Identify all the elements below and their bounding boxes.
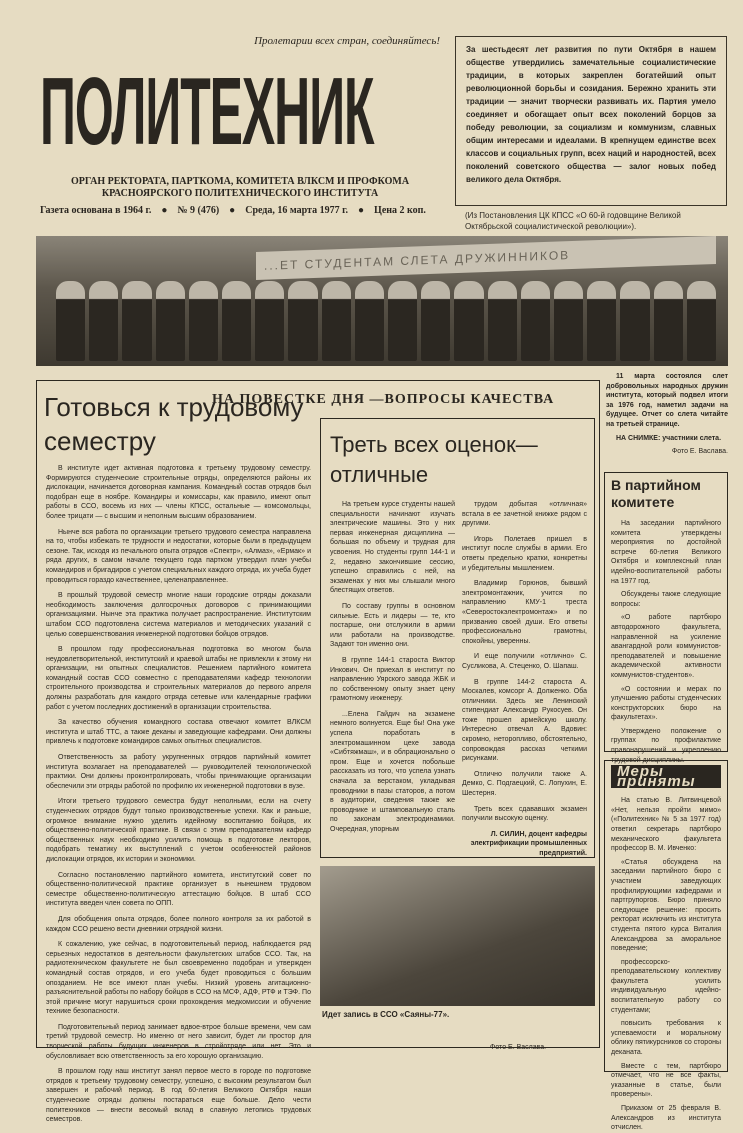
founded-text: Газета основана в 1964 г. — [40, 205, 152, 216]
article-paragraph: В группе 144-1 староста Виктор Инкович. Он приехал в институт по направлению Уярского завода ЖБК и по собственному опыту знает цену грамотному инженеру. — [330, 656, 455, 703]
photo-people-group — [56, 276, 716, 361]
rally-caption — [606, 372, 728, 457]
measures-taken-title: Меры приняты — [611, 765, 721, 788]
article-paragraph: Треть всех сдававших экзамен получили высокую оценку. — [462, 805, 587, 823]
article-paragraph: В прошлый трудовой семестр многие наши городские отряды доказали необходимость заключения долгосрочных договоров с принимающими организациями. Нынче эта практика получает распространение. Институтским штабом ССО подготовлена система материалов и методических указаний с целью совершенствования инженерной подготовки бойцов отрядов. — [46, 592, 311, 638]
measures-paragraph: На статью В. Литвинцевой «Нет, нельзя пройти мимо» («Политехник» № 5 за 1977 год) ответил секретарь партбюро механического факультета профессор В. М. Ивченко: — [611, 797, 721, 853]
issue-date: Среда, 16 марта 1977 г. — [245, 205, 348, 216]
person-silhouette — [521, 281, 550, 361]
person-silhouette — [388, 281, 417, 361]
article-paragraph: В прошлом году наш институт занял первое место в городе по подготовке отрядов к третьему трудовому семестру, успешно, с высоким результатом был завершен и рабочий период. В год 60-летия Великого Октября наши студенческие отряды должны постараться еще больше. Дело чести политехников — внести весомый вклад в славную летопись трудовых семестров. — [46, 1068, 311, 1124]
headline-labor-semester: Готовься к трудовому семестру — [44, 392, 304, 456]
article-paragraph: Подготовительный период занимает вдвое-втрое больше времени, чем сам третий трудовой семестр. Но именно от него зависит, будет ли простор для творческой работы будущих инженеров в стройотряде или нет. Это и обусловливает всю ответственность за его хорошую организацию. — [46, 1023, 311, 1060]
article-paragraph: В прошлом году профессиональная подготовка во многом была неудовлетворительной, институтский и краевой штабы не привлекли к этому ни организации, ни опытных специалистов. Решением партийного комитета командный состав ССО совместно с преподавателями кафедр технологии строительного производства и строительных материалов до первого апреля должны разработать для каждого отряда сетевые или календарные графики работ с учетом последних достижений в организации строительства. — [46, 646, 311, 711]
editorial-quote-box — [455, 36, 727, 206]
quote-text: За шестьдесят лет развития по пути Октября в нашем обществе утвердились замечательные социалистические традиции, в которых закреплен богатейший опыт революционной борьбы и созидания. Бережно хранить эти традиции — значит творчески развивать их. Партия умело соединяет и обогащает опыт всех поколений борцов за победу революции, за социализм и коммунизм, славных общим интересами и идеалами. В крепнущем единстве всех классов и социальных групп, всех наций и народностей, всех поколений советского общества — залог новых побед великого дела Октября. — [466, 45, 716, 184]
party-committee-box — [604, 472, 728, 764]
person-silhouette — [89, 281, 118, 361]
article-paragraph: трудом добытая «отличная» встала в ее зачетной книжке рядом с другими. — [462, 501, 587, 528]
article-paragraph: ...Елена Гайдич на экзамене немного волнуется. Еще бы! Она уже успела поработать в электромашинном цехе завода «Сибтяжмаш», и в облрационально о пром. Еще и хочется побольше рассказать из того, что успела узнать сначала за верстаком, укладывая проводники в пазы статоров, а потом в аудитории, сведения также же проводнике и штамповальную сталь по законам электродинамики. Очередная, упорным — [330, 710, 455, 833]
article-paragraph: Игорь Полетаев пришел в институт после службы в армии. Его ответы предельно кратки, конкретны и убедительны мышлением. — [462, 535, 587, 572]
person-silhouette — [122, 281, 151, 361]
article-paragraph: Ответственность за работу укрупненных отрядов партийный комитет института возлагает на преподавателей — руководителей технологической практики. Они должны проконтролировать, чтобы принимающие организации обеспечили эти отряды работой по профилю их инженерной подготовки в вузе. — [46, 754, 311, 790]
article-paragraph: В институте идет активная подготовка к третьему трудовому семестру. Формируются студенческие строительные отряды, определяются районы их дислокации, начинается договорная кампания. Командный состав отрядов был подобран еще в ноябре. Командиры и комиссары, как правило, имеют опыт работы в ССО, восемь из них — члены КПСС, остальные — комсомольцы, более трицати — с высшим и неполным высшим образованием. — [46, 465, 311, 520]
issue-price: Цена 2 коп. — [374, 205, 426, 216]
person-silhouette — [156, 281, 185, 361]
bullet-icon: ● — [229, 205, 236, 216]
person-silhouette — [288, 281, 317, 361]
rally-caption-text: 11 марта состоялся слет добровольных народных дружин института, который подвел итоги за 1976 год, наметил задачи на будущее. Отчет со слета читайте на третьей странице. — [606, 373, 728, 428]
party-paragraph: «О работе партбюро автодорожного факультета, направленной на усиление авангардной роли коммунистов-преподавателей и повышение академической активности коммунистов-студентов». — [611, 614, 721, 679]
measures-taken-box — [604, 760, 728, 1132]
measures-paragraph: профессорско-преподавательскому коллективу факультета усилить индивидуальную идейно-воспитательную работу со студентами; — [611, 958, 721, 1014]
person-silhouette — [56, 281, 85, 361]
rally-caption-text-2: НА СНИМКЕ: участники слета. — [616, 434, 722, 442]
person-silhouette — [654, 281, 683, 361]
party-paragraph: Обсуждены также следующие вопросы: — [611, 591, 721, 608]
article-paragraph: Отлично получили также А. Демко, С. Подгаецкий, С. Лопухин, Е. Шестерня. — [462, 770, 587, 798]
article-mid-col2 — [462, 500, 587, 857]
article-paragraph: И еще получили «отлично» С. Сусликова, А. Стеценко, О. Шапаш. — [462, 653, 587, 670]
person-silhouette — [421, 281, 450, 361]
enrollment-photo-caption: Идет запись в ССО «Саяны-77». — [322, 1010, 450, 1019]
rubric-quality: НА ПОВЕСТКЕ ДНЯ —ВОПРОСЫ КАЧЕСТВА — [212, 392, 555, 407]
person-silhouette — [454, 281, 483, 361]
party-paragraph: На заседании партийного комитета утверждены мероприятия по достойной встрече 60-летия Великого Октября и комплексный план идейно-воспитательной работы на 1977 год. — [611, 520, 721, 585]
person-silhouette — [322, 281, 351, 361]
enrollment-photo — [320, 866, 595, 1006]
person-silhouette — [488, 281, 517, 361]
measures-paragraph: Приказом от 25 февраля В. Александров из института отчислен. — [611, 1105, 721, 1132]
person-silhouette — [222, 281, 251, 361]
masthead-slogan: Пролетарии всех стран, соединяйтесь! — [254, 35, 440, 47]
main-group-photo — [36, 236, 728, 366]
quote-source: (Из Постановления ЦК КПСС «О 60-й годовщине Великой Октябрьской социалистической революции»). — [465, 211, 681, 231]
photo-banner-text: ...ЕТ СТУДЕНТАМ СЛЕТА ДРУЖИННИКОВ — [256, 236, 716, 280]
person-silhouette — [620, 281, 649, 361]
measures-paragraph: «Статья обсуждена на заседании партийного бюро с участием заведующих профилирующими кафедрами и партгрупоргов. Бюро приняло следующее решение: просить ректорат исключить из института студента пятого курса Виталия Александрова за аморальное поведение; — [611, 858, 721, 953]
measures-paragraph: Вместе с тем, партбюро отмечает, что не все факты, указанные в статье, были проверены». — [611, 1062, 721, 1099]
person-silhouette — [255, 281, 284, 361]
bullet-icon: ● — [358, 205, 365, 216]
article-paragraph: Нынче вся работа по организации третьего трудового семестра направлена на то, чтобы избежать те трудности и недостатки, которые были в предыдущем сезоне. Так, исходя из печального опыта отрядов «Спектр», «Алмаз», «Ермак» и ряда других, в самом начале текущего года партком утвердил план учебы командиров и бригадиров с учетом специальных каждого отряда, их учеба будет проводиться гораздо качественнее, целенаправленнее. — [46, 528, 311, 584]
masthead-subtitle: ОРГАН РЕКТОРАТА, ПАРТКОМА, КОМИТЕТА ВЛКСМ И ПРОФКОМА КРАСНОЯРСКОГО ПОЛИТЕХНИЧЕСКОГО ИНСТИТУТА — [70, 176, 410, 199]
article-paragraph: По составу группы в основном сильные. Есть и лидеры — те, кто постарше, они отслужили в армии или работали на производстве. Задают тон именно они. — [330, 602, 455, 649]
person-silhouette — [189, 281, 218, 361]
person-silhouette — [687, 281, 716, 361]
article-paragraph: Согласно постановлению партийного комитета, институтский совет по общественно-политической практике организует в нынешнем трудовом семестре общественно-политическую аттестацию бойцов. В штаб ССО института введен член совета по ОПП. — [46, 871, 311, 908]
enrollment-photo-credit: Фото Е. Васлава. — [490, 1044, 547, 1051]
party-paragraph: Утверждено положение о группах по профилактике правонарушений и укреплению трудовой дисциплины. — [611, 727, 721, 764]
article-paragraph: Итоги третьего трудового семестра будут неполными, если на счету студенческих отрядов будут только производственные успехи. Как и раньше, огромное внимание нужно уделить идейному воспитанию бойцов, их общественно-политической практике. В связи с этим преподавателям кафедр общественных наук необходимо усилить помощь в подготовке лекторов, подобрать тематику их выступлений с учетом особенностей районов дислокации отрядов, их истории и экономики. — [46, 798, 311, 863]
party-committee-body — [611, 519, 721, 765]
article-mid-col1 — [330, 500, 455, 850]
measures-taken-body — [611, 796, 721, 1133]
article-paragraph: Для обобщения опыта отрядов, более полного контроля за их работой в каждом ССО решено вести дневники отрядной жизни. — [46, 915, 311, 933]
person-silhouette — [554, 281, 583, 361]
article-signature: Л. СИЛИН, доцент кафедры электрификации промышленных предприятий. — [470, 830, 587, 857]
article-left-body — [46, 464, 311, 1124]
party-committee-title: В партийном комитете — [611, 477, 701, 510]
headline-third-grades: Треть всех оценок— отличные — [330, 432, 538, 487]
masthead-title: ПОЛИТЕХНИК — [40, 58, 374, 165]
issue-info-bar — [40, 205, 450, 216]
party-paragraph: «О состоянии и мерах по улучшению работы студенческих конструкторских бюро на факультетах». — [611, 685, 721, 722]
article-paragraph: На третьем курсе студенты нашей специальности начинают изучать электрические машины. Это у них первая инженерная дисциплина — большая по объему и трудная для усвоения. Но студенты групп 144-1 и 2, недавно закончившие сессию, успешно справились с ней, на экзаменах у них мы слышали много блестящих ответов. — [330, 501, 455, 595]
person-silhouette — [587, 281, 616, 361]
article-paragraph: За качество обучения командного состава отвечают комитет ВЛКСМ института и штаб ТТС, а также деканы и заведующие кафедрами. Они должны привлечь к подготовке командиров самых опытных специалистов. — [46, 719, 311, 746]
article-paragraph: К сожалению, уже сейчас, в подготовительный период, наблюдается ряд серьезных недостатков в деятельности факультетских штабов ССО. Так, на радиотехническом факультете не был своевременно подобран и утвержден командный состав отрядов, и его учеба будет проводиться с большим опозданием. Не все имеют план учебы. Низкий уровень агитационно-разъяснительной работы по набору бойцов в ССО на МСФ, АДФ, РТФ и ТЭФ. По этой причине могут нарушиться сроки прохождения медкомиссии и обучение технике безопасности. — [46, 941, 311, 1016]
person-silhouette — [355, 281, 384, 361]
rally-photo-credit: Фото Е. Васлава. — [671, 448, 728, 456]
measures-paragraph: повысить требования к успеваемости и моральному облику пятикурсников со стороны деканата. — [611, 1020, 721, 1057]
issue-number: № 9 (476) — [177, 205, 220, 216]
article-paragraph: В группе 144-2 староста А. Москалев, комсорг А. Долженко. Оба отличники. Здесь же Ленинский стипендиат Александр Рукосуев. Он тоже прошел армейскую школу. Интересно отвечал А. Вдовин: скромно, неторопливо, обстоятельно, сопровождая рассказ четкими рисунками. — [462, 678, 587, 763]
article-paragraph: Владимир Горюнов, бывший электромонтажник, учится по направлению КМУ-1 треста «Северостокэлектромонтаж» и по призванию своей души. Его ответы профессионально грамотны, спокойны, уверенны. — [462, 580, 587, 645]
bullet-icon: ● — [161, 205, 168, 216]
